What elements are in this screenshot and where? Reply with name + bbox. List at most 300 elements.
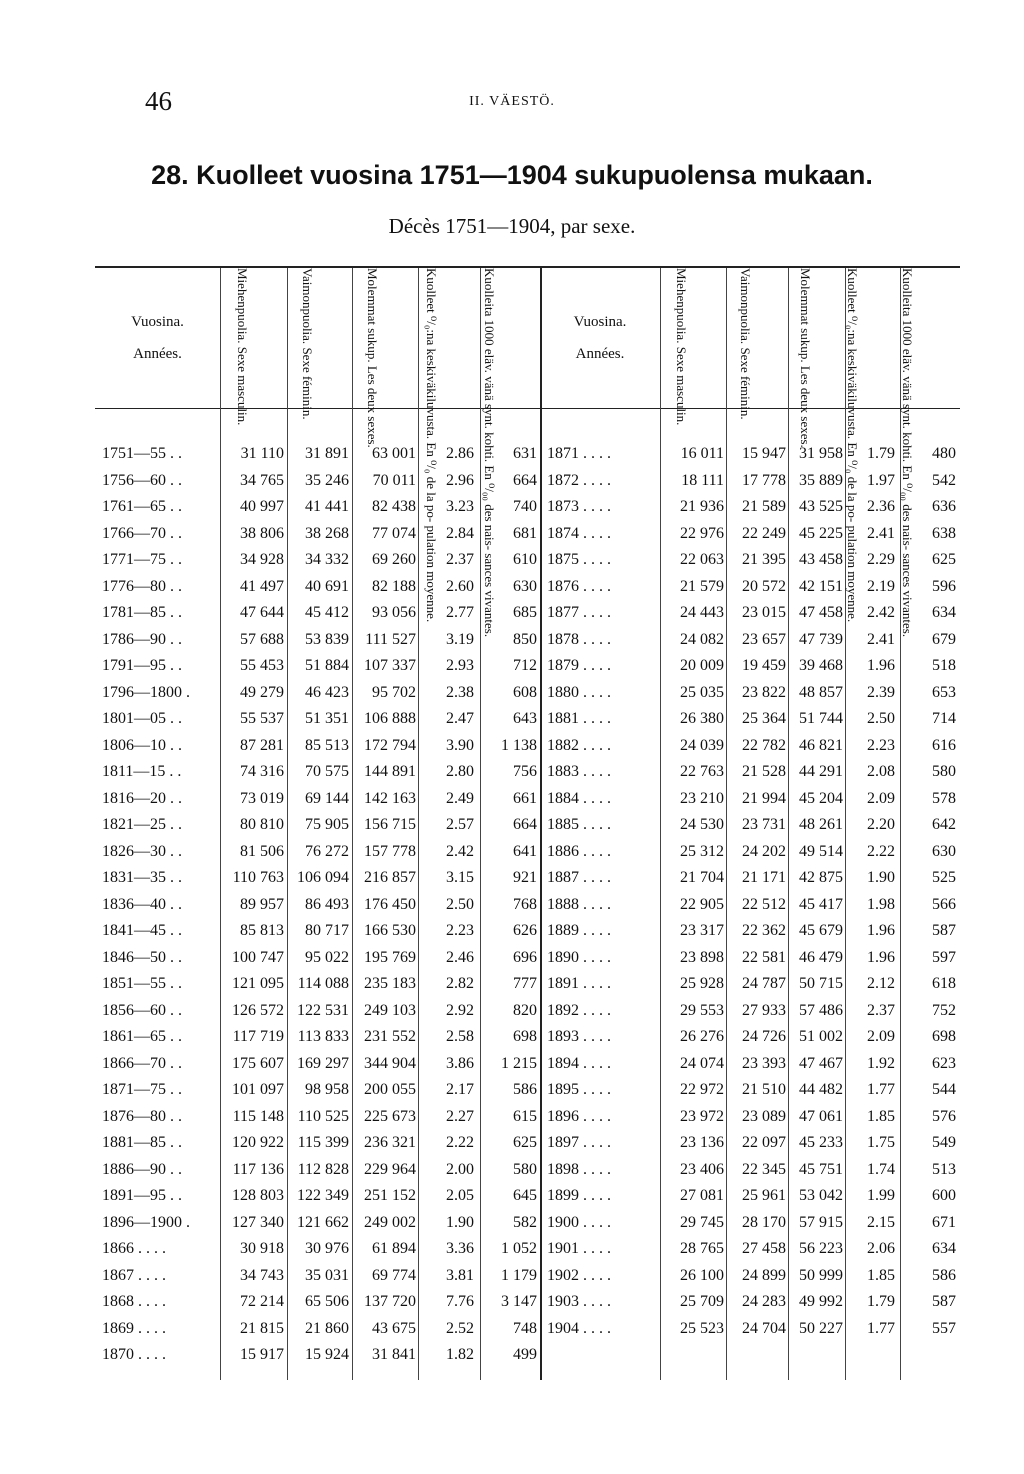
period-cell: 1811—15 . . xyxy=(102,763,182,780)
pct-cell: 2.58 xyxy=(446,1028,474,1045)
female-cell: 21 395 xyxy=(742,551,786,568)
period-cell: 1904 . . . . xyxy=(547,1319,611,1337)
table-row xyxy=(0,758,1024,786)
period-cell: 1886 . . . . xyxy=(547,842,611,860)
male-cell: 24 082 xyxy=(680,630,724,648)
both-cell: 46 479 xyxy=(799,948,843,966)
pct-cell: 2.49 xyxy=(446,789,474,807)
female-cell: 23 393 xyxy=(742,1054,786,1072)
female-cell: 31 891 xyxy=(305,445,349,462)
table-row xyxy=(0,838,1024,866)
table-row xyxy=(0,705,1024,733)
both-header-right xyxy=(790,268,845,448)
male-cell: 110 763 xyxy=(232,869,284,886)
table-row xyxy=(0,891,1024,919)
perbirth-cell: 549 xyxy=(932,1134,956,1151)
male-cell: 24 039 xyxy=(680,736,724,754)
female-cell: 21 860 xyxy=(305,1319,349,1337)
period-cell: 1866 . . . . xyxy=(102,1240,166,1257)
male-cell: 126 572 xyxy=(232,1001,284,1019)
both-cell: 45 204 xyxy=(799,789,843,807)
female-cell: 23 731 xyxy=(742,816,786,833)
pct-cell: 2.92 xyxy=(446,1001,474,1019)
female-header-fi: Vaimonpuolia. xyxy=(738,268,753,345)
male-cell: 121 095 xyxy=(232,975,284,992)
perbirth-cell: 630 xyxy=(513,577,537,595)
pct-cell: 2.41 xyxy=(867,524,895,542)
female-cell: 22 345 xyxy=(742,1160,786,1178)
table-row xyxy=(0,493,1024,521)
female-cell: 115 399 xyxy=(297,1134,349,1151)
both-cell: 50 227 xyxy=(799,1319,843,1337)
period-cell: 1897 . . . . xyxy=(547,1134,611,1151)
period-cell: 1901 . . . . xyxy=(547,1240,611,1257)
female-cell: 15 947 xyxy=(742,445,786,462)
both-cell: 200 055 xyxy=(364,1081,416,1098)
female-cell: 34 332 xyxy=(305,551,349,568)
male-cell: 22 063 xyxy=(680,551,724,568)
both-header-fi: Molemmat sukup. xyxy=(365,268,380,363)
both-header-left xyxy=(355,268,415,448)
male-cell: 25 709 xyxy=(680,1293,724,1310)
perbirth-cell: 630 xyxy=(932,842,956,860)
male-cell: 22 763 xyxy=(680,763,724,780)
period-cell: 1891—95 . . xyxy=(102,1187,182,1204)
period-cell: 1903 . . . . xyxy=(547,1293,611,1310)
female-cell: 46 423 xyxy=(305,683,349,701)
female-cell: 17 778 xyxy=(742,471,786,489)
page-number: 46 xyxy=(145,86,172,116)
male-cell: 34 928 xyxy=(240,551,284,568)
female-cell: 22 362 xyxy=(742,922,786,939)
female-cell: 114 088 xyxy=(297,975,349,992)
perbirth-cell: 582 xyxy=(513,1213,537,1231)
female-cell: 15 924 xyxy=(305,1346,349,1363)
female-cell: 22 782 xyxy=(742,736,786,754)
perbirth-cell: 634 xyxy=(932,604,956,621)
both-cell: 49 992 xyxy=(799,1293,843,1310)
female-cell: 113 833 xyxy=(297,1028,349,1045)
perbirth-header-fi-2: vänä synt. kohti. xyxy=(482,376,497,463)
male-cell: 115 148 xyxy=(232,1107,284,1125)
both-cell: 44 482 xyxy=(799,1081,843,1098)
pct-cell: 3.23 xyxy=(446,498,474,515)
female-cell: 22 581 xyxy=(742,948,786,966)
male-cell: 30 918 xyxy=(240,1240,284,1257)
female-cell: 22 512 xyxy=(742,895,786,913)
both-cell: 44 291 xyxy=(799,763,843,780)
male-cell: 23 317 xyxy=(680,922,724,939)
perbirth-cell: 681 xyxy=(513,524,537,542)
perbirth-cell: 518 xyxy=(932,657,956,674)
pct-cell: 1.96 xyxy=(867,657,895,674)
table-row xyxy=(0,1209,1024,1237)
perbirth-cell: 576 xyxy=(932,1107,956,1125)
perbirth-cell: 544 xyxy=(932,1081,956,1098)
table-row xyxy=(0,1235,1024,1263)
perbirth-cell: 542 xyxy=(932,471,956,489)
period-cell: 1872 . . . . xyxy=(547,471,611,489)
female-cell: 69 144 xyxy=(305,789,349,807)
female-cell: 75 905 xyxy=(305,816,349,833)
both-cell: 70 011 xyxy=(372,471,416,489)
pct-header-fr-1: En ⁰/₀ de la po- xyxy=(845,442,860,523)
male-cell: 25 523 xyxy=(680,1319,724,1337)
male-cell: 57 688 xyxy=(240,630,284,648)
perbirth-cell: 631 xyxy=(513,445,537,462)
period-cell: 1886—90 . . xyxy=(102,1160,182,1178)
male-cell: 85 813 xyxy=(240,922,284,939)
both-cell: 106 888 xyxy=(364,710,416,727)
male-header-left xyxy=(225,268,285,426)
year-header-fr: Années. xyxy=(575,346,625,362)
pct-cell: 1.79 xyxy=(867,445,895,462)
both-cell: 251 152 xyxy=(364,1187,416,1204)
period-cell: 1876—80 . . xyxy=(102,1107,182,1125)
period-cell: 1879 . . . . xyxy=(547,657,611,674)
male-cell: 29 745 xyxy=(680,1213,724,1231)
female-cell: 35 031 xyxy=(305,1266,349,1284)
period-cell: 1870 . . . . xyxy=(102,1346,166,1363)
pct-cell: 2.96 xyxy=(446,471,474,489)
period-cell: 1892 . . . . xyxy=(547,1001,611,1019)
table-row xyxy=(0,970,1024,998)
period-cell: 1880 . . . . xyxy=(547,683,611,701)
perbirth-cell: 685 xyxy=(513,604,537,621)
female-cell: 23 822 xyxy=(742,683,786,701)
female-cell: 27 933 xyxy=(742,1001,786,1019)
perbirth-cell: 578 xyxy=(932,789,956,807)
female-header-fr: Sexe féminin. xyxy=(300,347,315,420)
pct-cell: 3.81 xyxy=(446,1266,474,1284)
male-cell: 74 316 xyxy=(240,763,284,780)
period-cell: 1882 . . . . xyxy=(547,736,611,754)
perbirth-cell: 587 xyxy=(932,1293,956,1310)
year-header-left xyxy=(95,268,220,408)
period-cell: 1875 . . . . xyxy=(547,551,611,568)
pct-cell: 2.37 xyxy=(867,1001,895,1019)
period-cell: 1888 . . . . xyxy=(547,895,611,913)
pct-cell: 2.50 xyxy=(867,710,895,727)
both-cell: 48 857 xyxy=(799,683,843,701)
period-cell: 1874 . . . . xyxy=(547,524,611,542)
period-cell: 1751—55 . . xyxy=(102,445,182,462)
both-cell: 231 552 xyxy=(364,1028,416,1045)
pct-cell: 2.93 xyxy=(446,657,474,674)
pct-cell: 2.84 xyxy=(446,524,474,542)
male-cell: 128 803 xyxy=(232,1187,284,1204)
pct-cell: 1.98 xyxy=(867,895,895,913)
both-cell: 45 417 xyxy=(799,895,843,913)
perbirth-cell: 580 xyxy=(513,1160,537,1178)
male-cell: 20 009 xyxy=(680,657,724,674)
female-cell: 28 170 xyxy=(742,1213,786,1231)
pct-cell: 1.96 xyxy=(867,948,895,966)
female-cell: 27 458 xyxy=(742,1240,786,1257)
male-cell: 127 340 xyxy=(232,1213,284,1231)
male-cell: 89 957 xyxy=(240,895,284,913)
both-cell: 93 056 xyxy=(372,604,416,621)
female-cell: 53 839 xyxy=(305,630,349,648)
perbirth-cell: 608 xyxy=(513,683,537,701)
male-cell: 26 276 xyxy=(680,1028,724,1045)
female-cell: 25 364 xyxy=(742,710,786,727)
perbirth-cell: 752 xyxy=(932,1001,956,1019)
both-cell: 49 514 xyxy=(799,842,843,860)
male-cell: 117 136 xyxy=(232,1160,284,1178)
pct-cell: 2.23 xyxy=(446,922,474,939)
period-cell: 1877 . . . . xyxy=(547,604,611,621)
male-header-fi: Miehenpuolia. xyxy=(674,268,689,344)
both-cell: 77 074 xyxy=(372,524,416,542)
both-cell: 176 450 xyxy=(364,895,416,913)
pct-cell: 2.00 xyxy=(446,1160,474,1178)
pct-cell: 1.77 xyxy=(867,1319,895,1337)
both-cell: 142 163 xyxy=(364,789,416,807)
perbirth-cell: 480 xyxy=(932,445,956,462)
pct-cell: 1.74 xyxy=(867,1160,895,1178)
female-cell: 51 351 xyxy=(305,710,349,727)
pct-cell: 2.22 xyxy=(867,842,895,860)
both-cell: 249 103 xyxy=(364,1001,416,1019)
perbirth-header-fi-1: Kuolleita 1000 eläv. xyxy=(900,268,915,373)
male-cell: 24 074 xyxy=(680,1054,724,1072)
pct-cell: 2.06 xyxy=(867,1240,895,1257)
pct-cell: 2.39 xyxy=(867,683,895,701)
pct-cell: 2.42 xyxy=(446,842,474,860)
table-row xyxy=(0,599,1024,627)
male-cell: 22 976 xyxy=(680,524,724,542)
both-cell: 45 233 xyxy=(799,1134,843,1151)
male-cell: 34 743 xyxy=(240,1266,284,1284)
both-cell: 45 225 xyxy=(799,524,843,542)
both-cell: 344 904 xyxy=(364,1054,416,1072)
female-cell: 80 717 xyxy=(305,922,349,939)
male-cell: 47 644 xyxy=(240,604,284,621)
both-cell: 249 002 xyxy=(364,1213,416,1231)
table-row xyxy=(0,917,1024,945)
female-cell: 45 412 xyxy=(305,604,349,621)
perbirth-cell: 768 xyxy=(513,895,537,913)
pct-cell: 2.22 xyxy=(446,1134,474,1151)
both-cell: 43 675 xyxy=(372,1319,416,1337)
period-cell: 1866—70 . . xyxy=(102,1054,182,1072)
both-cell: 47 458 xyxy=(799,604,843,621)
table-row xyxy=(0,1182,1024,1210)
period-cell: 1881—85 . . xyxy=(102,1134,182,1151)
perbirth-cell: 3 147 xyxy=(501,1293,537,1310)
period-cell: 1884 . . . . xyxy=(547,789,611,807)
female-cell: 41 441 xyxy=(305,498,349,515)
perbirth-cell: 661 xyxy=(513,789,537,807)
period-cell: 1873 . . . . xyxy=(547,498,611,515)
both-cell: 236 321 xyxy=(364,1134,416,1151)
pct-header-fi-1: Kuolleet ⁰/₀:na xyxy=(424,268,439,346)
female-cell: 24 704 xyxy=(742,1319,786,1337)
male-cell: 101 097 xyxy=(232,1081,284,1098)
pct-cell: 1.90 xyxy=(446,1213,474,1231)
pct-cell: 1.82 xyxy=(446,1346,474,1363)
period-cell: 1887 . . . . xyxy=(547,869,611,886)
period-cell: 1791—95 . . xyxy=(102,657,182,674)
pct-cell: 2.47 xyxy=(446,710,474,727)
pct-cell: 1.75 xyxy=(867,1134,895,1151)
pct-cell: 1.90 xyxy=(867,869,895,886)
period-cell: 1890 . . . . xyxy=(547,948,611,966)
perbirth-cell: 513 xyxy=(932,1160,956,1178)
period-cell: 1876 . . . . xyxy=(547,577,611,595)
period-cell: 1756—60 . . xyxy=(102,471,182,489)
pct-cell: 2.86 xyxy=(446,445,474,462)
female-cell: 76 272 xyxy=(305,842,349,860)
both-cell: 111 527 xyxy=(365,630,416,648)
both-cell: 51 744 xyxy=(799,710,843,727)
both-cell: 82 188 xyxy=(372,577,416,595)
both-header-fr: Les deux sexes. xyxy=(798,365,813,448)
female-cell: 21 994 xyxy=(742,789,786,807)
perbirth-cell: 580 xyxy=(932,763,956,780)
both-header-fr: Les deux sexes. xyxy=(365,365,380,448)
period-cell: 1867 . . . . xyxy=(102,1266,166,1284)
table-row xyxy=(0,1076,1024,1104)
perbirth-cell: 1 138 xyxy=(501,736,537,754)
period-cell: 1781—85 . . xyxy=(102,604,182,621)
pct-cell: 1.77 xyxy=(867,1081,895,1098)
both-cell: 57 486 xyxy=(799,1001,843,1019)
both-cell: 57 915 xyxy=(799,1213,843,1231)
pct-cell: 1.85 xyxy=(867,1107,895,1125)
perbirth-cell: 616 xyxy=(932,736,956,754)
pct-cell: 1.96 xyxy=(867,922,895,939)
pct-cell: 3.86 xyxy=(446,1054,474,1072)
perbirth-cell: 634 xyxy=(932,1240,956,1257)
both-cell: 235 183 xyxy=(364,975,416,992)
female-cell: 22 097 xyxy=(742,1134,786,1151)
table-row xyxy=(0,1156,1024,1184)
both-cell: 43 525 xyxy=(799,498,843,515)
table-row xyxy=(0,1103,1024,1131)
female-cell: 24 787 xyxy=(742,975,786,992)
male-cell: 27 081 xyxy=(680,1187,724,1204)
pct-cell: 3.15 xyxy=(446,869,474,886)
both-cell: 82 438 xyxy=(372,498,416,515)
male-cell: 80 810 xyxy=(240,816,284,833)
table-row xyxy=(0,1341,1024,1369)
table-row xyxy=(0,1129,1024,1157)
both-cell: 95 702 xyxy=(372,683,416,701)
male-cell: 40 997 xyxy=(240,498,284,515)
female-cell: 40 691 xyxy=(305,577,349,595)
pct-header-fr-2: pulation moyenne. xyxy=(424,525,439,623)
year-header-fi: Vuosina. xyxy=(573,314,627,330)
male-cell: 175 607 xyxy=(232,1054,284,1072)
period-cell: 1871 . . . . xyxy=(547,445,611,462)
perbirth-cell: 653 xyxy=(932,683,956,701)
period-cell: 1846—50 . . xyxy=(102,948,182,966)
pct-cell: 3.36 xyxy=(446,1240,474,1257)
female-cell: 24 899 xyxy=(742,1266,786,1284)
both-cell: 166 530 xyxy=(364,922,416,939)
table-row xyxy=(0,573,1024,601)
female-header-left xyxy=(290,268,350,420)
pct-cell: 2.27 xyxy=(446,1107,474,1125)
period-cell: 1881 . . . . xyxy=(547,710,611,727)
period-cell: 1895 . . . . xyxy=(547,1081,611,1098)
table-row xyxy=(0,785,1024,813)
female-cell: 22 249 xyxy=(742,524,786,542)
female-cell: 25 961 xyxy=(742,1187,786,1204)
male-cell: 81 506 xyxy=(240,842,284,860)
perbirth-header-fr-2: sances vivantes. xyxy=(900,553,915,638)
both-cell: 157 778 xyxy=(364,842,416,860)
perbirth-cell: 698 xyxy=(932,1028,956,1045)
table-subtitle: Décès 1751—1904, par sexe. xyxy=(388,214,636,238)
table-row xyxy=(0,679,1024,707)
perbirth-header-fr-1: En ⁰/₀₀ des nais- xyxy=(900,465,915,551)
male-header-fr: Sexe masculin. xyxy=(235,346,250,426)
male-cell: 16 011 xyxy=(680,445,724,462)
period-cell: 1776—80 . . xyxy=(102,577,182,595)
female-cell: 122 349 xyxy=(297,1187,349,1204)
both-cell: 43 458 xyxy=(799,551,843,568)
perbirth-header-fi-2: vänä synt. kohti. xyxy=(900,376,915,463)
period-cell: 1878 . . . . xyxy=(547,630,611,648)
male-cell: 23 136 xyxy=(680,1134,724,1151)
period-cell: 1766—70 . . xyxy=(102,524,182,542)
pct-cell: 2.08 xyxy=(867,763,895,780)
pct-cell: 2.52 xyxy=(446,1319,474,1337)
female-header-fr: Sexe féminin. xyxy=(738,347,753,420)
pct-cell: 2.09 xyxy=(867,1028,895,1045)
male-cell: 15 917 xyxy=(240,1346,284,1363)
both-cell: 69 260 xyxy=(372,551,416,568)
pct-cell: 1.85 xyxy=(867,1266,895,1284)
perbirth-header-fi-1: Kuolleita 1000 eläv. xyxy=(482,268,497,373)
perbirth-cell: 525 xyxy=(932,869,956,886)
pct-cell: 2.19 xyxy=(867,577,895,595)
male-cell: 41 497 xyxy=(240,577,284,595)
both-cell: 107 337 xyxy=(364,657,416,674)
perbirth-cell: 597 xyxy=(932,948,956,966)
period-cell: 1831—35 . . xyxy=(102,869,182,886)
both-cell: 31 841 xyxy=(372,1346,416,1363)
both-cell: 56 223 xyxy=(799,1240,843,1257)
perbirth-header-fr-2: sances vivantes. xyxy=(482,553,497,638)
period-cell: 1861—65 . . xyxy=(102,1028,182,1045)
perbirth-cell: 714 xyxy=(932,710,956,727)
both-cell: 46 821 xyxy=(799,736,843,754)
male-cell: 22 972 xyxy=(680,1081,724,1098)
pct-cell: 2.41 xyxy=(867,630,895,648)
both-cell: 51 002 xyxy=(799,1028,843,1045)
male-header-right xyxy=(664,268,724,426)
both-cell: 45 679 xyxy=(799,922,843,939)
perbirth-cell: 623 xyxy=(932,1054,956,1072)
pct-cell: 2.29 xyxy=(867,551,895,568)
period-cell: 1816—20 . . xyxy=(102,789,182,807)
table-title: 28. Kuolleet vuosina 1751—1904 sukupuolensa mukaan. xyxy=(151,160,873,190)
male-cell: 73 019 xyxy=(240,789,284,807)
female-cell: 19 459 xyxy=(742,657,786,674)
female-cell: 122 531 xyxy=(297,1001,349,1019)
perbirth-cell: 696 xyxy=(513,948,537,966)
perbirth-cell: 664 xyxy=(513,816,537,833)
pct-header-fi-2: keskiväkiluvusta. xyxy=(845,348,860,440)
perbirth-cell: 820 xyxy=(513,1001,537,1019)
female-cell: 21 528 xyxy=(742,763,786,780)
male-cell: 31 110 xyxy=(240,445,284,462)
perbirth-cell: 499 xyxy=(513,1346,537,1363)
